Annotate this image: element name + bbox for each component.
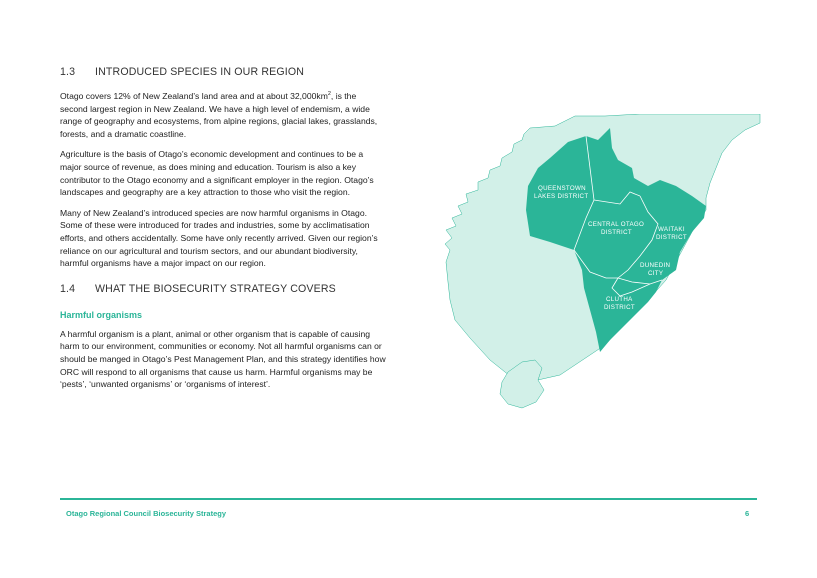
label-clutha-1: CLUTHA [606,296,633,303]
paragraph-agriculture: Agriculture is the basis of Otago’s economic development and continues to be a major source of revenue, as does mining and education. Tourism is also a key contributor to the Otago economy and a significant employer in the region. Otago’s landscapes and geography are a key attraction to those who visit the region. [60,149,374,198]
subheading-harmful-organisms: Harmful organisms [60,309,143,320]
section-heading-1-3: 1.3 INTRODUCED SPECIES IN OUR REGION [60,66,305,78]
section-heading-1-4: 1.4 WHAT THE BIOSECURITY STRATEGY COVERS [60,282,336,295]
paragraph-harmful-organisms: A harmful organism is a plant, animal or other organism that is capable of causing harm to our environment, communities or economy. Not all harmful organisms can or should be manged in Otago’s Pest Management Plan, and this strategy identifies how ORC will respond to all organisms that cause us harm. Harmful organisms may be ‘pests’, ‘unwanted organisms’ or ‘organisms of interest’. [60,328,386,390]
paragraph-otago-overview: Otago covers 12% of New Zealand’s land area and at about $32,000km^2$, is the second largest region in New Zealand. We have a high level of endemism, a wide range of geography and ecosystems, from alpine regions, glacial lakes, grasslands, forests, and a dramatic coastline. [60,91,378,139]
paragraph-introduced-species: Many of New Zealand’s introduced species are now harmful organisms in Otago. Some of these were introduced for trades and industries, some by acclimatisation efforts, and others accidentally. Some have only recently arrived. Given our region’s reliance on our agricultural and tourism sectors, and our abundant biodiversity, harmful organisms have a major impact on our region. [60,207,378,269]
label-dunedin-1: DUNEDIN [640,262,671,269]
footer-title: Otago Regional Council Biosecurity Strategy [66,509,227,518]
label-central-otago-2: DISTRICT [601,229,632,236]
label-queenstown-1: QUEENSTOWN [538,185,586,192]
label-waitaki-2: DISTRICT [656,234,687,241]
footer-divider [60,498,757,500]
label-dunedin-2: CITY [648,270,664,277]
label-central-otago-1: CENTRAL OTAGO [588,221,645,228]
label-clutha-2: DISTRICT [604,304,635,311]
text-column [60,66,386,391]
otago-region-map [395,114,795,414]
label-waitaki-1: WAITAKI [658,226,685,233]
label-queenstown-2: LAKES DISTRICT [534,193,589,200]
page-number: 6 [745,509,750,518]
